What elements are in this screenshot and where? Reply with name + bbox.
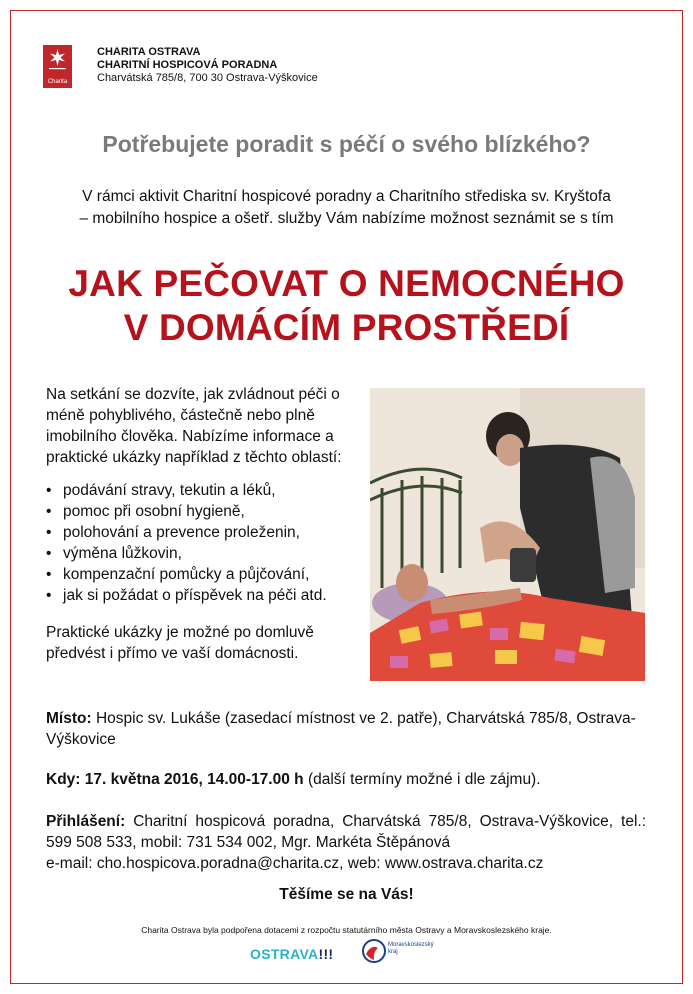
topics-column (46, 384, 361, 664)
org-name: CHARITA OSTRAVA (97, 46, 201, 58)
list-item: • kompenzační pomůcky a půjčování, (46, 564, 361, 585)
registration-details (46, 811, 646, 853)
ostrava-marks: !!! (318, 946, 334, 962)
intro-text (0, 186, 693, 230)
venue-info (46, 708, 646, 750)
list-item: • výměna lůžkovin, (46, 543, 361, 564)
ostrava-text: OSTRAVA (250, 946, 319, 962)
date-label: Kdy: 17. května 2016, 14.00-17.00 h (46, 771, 304, 788)
main-headline (0, 262, 693, 350)
intro-line-1: V rámci aktivit Charitní hospicové poradny a Charitního střediska sv. Kryštofa (82, 188, 611, 205)
org-address: Charvátská 785/8, 700 30 Ostrava-Výškovice (97, 72, 318, 84)
region-emblem-icon (362, 938, 386, 964)
list-item: • jak si požádat o příspěvek na péči atd. (46, 585, 361, 606)
date-note: (další termíny možné i dle zájmu). (307, 771, 541, 788)
question-heading: Potřebujete poradit s péčí o svého blízkého? (102, 131, 591, 157)
region-name-line-2: kraj (388, 949, 398, 955)
practical-note: Praktické ukázky je možné po domluvě předvést i přímo ve vaší domácnosti. (46, 624, 314, 662)
venue-label: Místo: (46, 710, 92, 727)
registration-info (46, 811, 646, 874)
registration-label: Přihlášení: (46, 813, 126, 830)
date-info (46, 769, 646, 790)
charita-cross-icon (43, 45, 72, 79)
topics-list (46, 480, 361, 606)
venue-text: Hospic sv. Lukáše (zasedací místnost ve 2. patře), Charvátská 785/8, Ostrava-Výškovice (46, 710, 636, 748)
region-logo (362, 938, 442, 966)
headline-line-2: V DOMÁCÍM PROSTŘEDÍ (123, 307, 570, 348)
closing-line: Těšíme se na Vás! (279, 886, 414, 903)
registration-text: Charitní hospicová poradna, Charvátská 785/8, Ostrava-Výškovice, tel.: 599 508 533, mobil: 731 534 002, Mgr. Markéta Štěpánová (46, 813, 646, 851)
headline-line-1: JAK PEČOVAT O NEMOCNÉHO (68, 263, 625, 304)
care-photo (370, 388, 645, 681)
logo-text: Charita (47, 79, 68, 85)
org-unit: CHARITNÍ HOSPICOVÁ PORADNA (97, 59, 278, 71)
list-item: • pomoc při osobní hygieně, (46, 501, 361, 522)
registration-contacts: e-mail: cho.hospicova.poradna@charita.cz, web: www.ostrava.charita.cz (46, 855, 544, 872)
support-note: Charita Ostrava byla podpořena dotacemi z rozpočtu statutárního města Ostravy a Moravskoslezského kraje. (141, 925, 552, 935)
ostrava-logo (250, 946, 333, 962)
region-name-line-1: Moravskoslezský (388, 942, 434, 948)
list-item: • podávání stravy, tekutin a léků, (46, 480, 361, 501)
intro-line-2: – mobilního hospice a ošetř. služby Vám nabízíme možnost seznámit se s tím (79, 210, 614, 227)
charita-logo (43, 45, 72, 88)
lead-paragraph: Na setkání se dozvíte, jak zvládnout péči o méně pohyblivého, částečně nebo plně imobilního člověka. Nabízíme informace a praktické ukázky například z těchto oblastí: (46, 386, 342, 466)
list-item: • polohování a prevence proleženin, (46, 522, 361, 543)
organization-info (97, 46, 318, 85)
